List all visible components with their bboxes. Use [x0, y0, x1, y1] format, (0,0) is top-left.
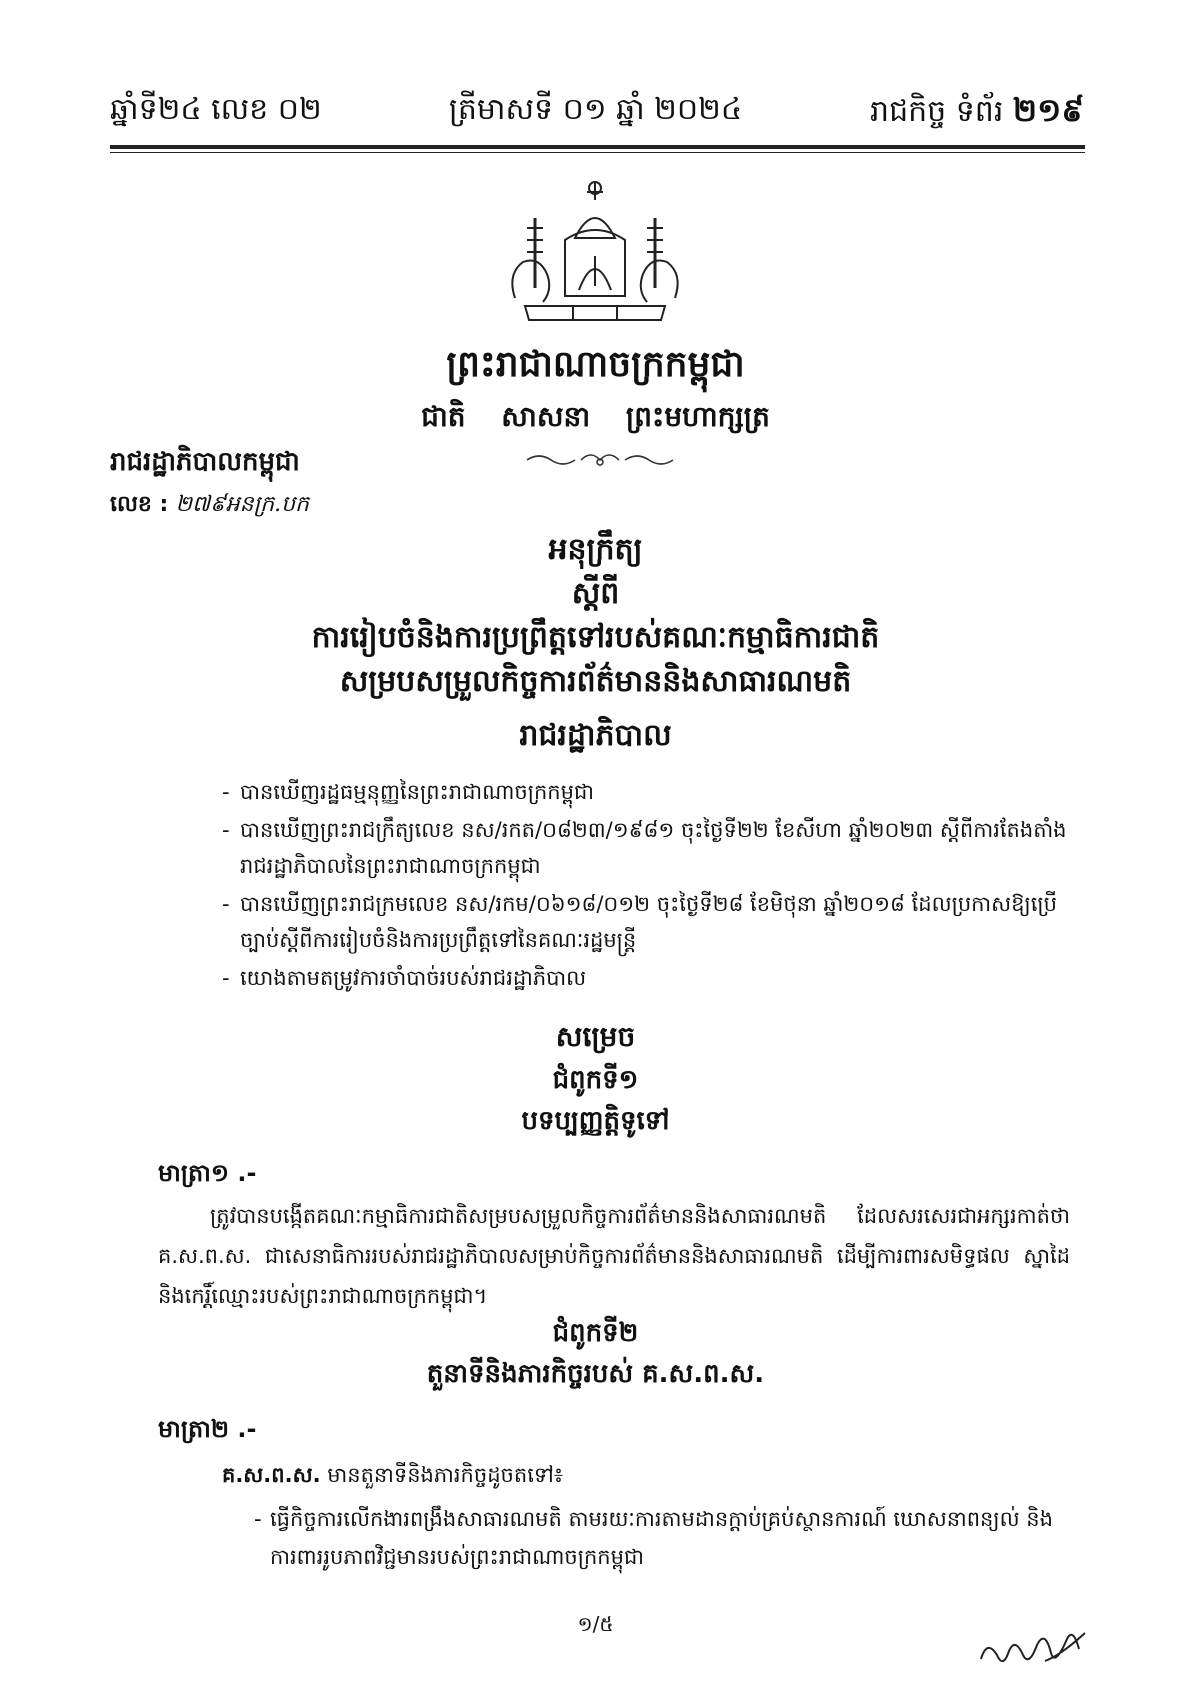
decree-number	[110, 490, 309, 520]
royal-coat-of-arms-icon	[495, 178, 695, 328]
authority-heading: រាជរដ្ឋាភិបាល	[519, 718, 672, 753]
article-2-item: - ធ្វើកិច្ចការលើកងារពង្រឹងសាធារណមតិ តាមរយៈការតាមដានក្តាប់គ្រប់ស្ថានការណ៍ ឃោសនាពន្យល់ និងការពាររូបភាពវិជ្ជមានរបស់ព្រះរាជាណាចក្រកម្ពុជា	[254, 1507, 1053, 1569]
article-2-intro	[222, 1458, 563, 1492]
document-type: អនុក្រឹត្យ	[548, 532, 643, 567]
page-number: ១/៥	[577, 1612, 614, 1636]
gazette-page-label: រាជកិច្ច ទំព័រ	[870, 94, 1004, 129]
title-line-1: ការរៀបចំនិងការប្រព្រឹត្តទៅរបស់គណៈកម្មាធិការជាតិ	[311, 620, 880, 655]
title-on: ស្តីពី	[571, 576, 620, 611]
chapter-2-title: តួនាទីនិងភារកិច្ចរបស់ គ.ស.ព.ស.	[426, 1359, 765, 1389]
preamble-item: - បានឃើញព្រះរាជក្រឹត្យលេខ នស/រកត/០៨២៣/១៩៨១ ចុះថ្ងៃទី២២ ខែសីហា ឆ្នាំ២០២៣ ស្តីពីការតែងតាំងរាជរដ្ឋាភិបាលនៃព្រះរាជាណាចក្រកម្ពុជា	[222, 818, 1067, 878]
gazette-issue: ឆ្នាំទី២៤ លេខ ០២	[110, 92, 322, 127]
kingdom-name: ព្រះរាជាណាចក្រកម្ពុជា	[446, 344, 745, 385]
chapter-2-number: ជំពូកទី២	[552, 1318, 639, 1348]
handwritten-signature-icon	[975, 1625, 1090, 1675]
gazette-quarter: ត្រីមាសទី ០១ ឆ្នាំ ២០២៤	[448, 92, 743, 127]
header-rule-thin	[110, 152, 1085, 153]
chapter-1-number: ជំពូកទី១	[552, 1065, 639, 1095]
title-line-2: សម្របសម្រួលកិច្ចការព័ត៌មាននិងសាធារណមតិ	[339, 664, 852, 699]
preamble-item: - យោងតាមតម្រូវការចាំបាច់របស់រាជរដ្ឋាភិបាល	[222, 966, 587, 990]
gazette-page	[870, 90, 1084, 132]
article-2-intro-text: មានតួនាទីនិងភារកិច្ចដូចតទៅ៖	[327, 1463, 564, 1487]
decision-heading: សម្រេច	[555, 1020, 636, 1053]
decree-number-label: លេខ :	[110, 492, 169, 517]
header-rule-thick	[110, 145, 1085, 149]
gazette-page-number: ២១៩	[1012, 91, 1084, 129]
national-motto: ជាតិ សាសនា ព្រះមហាក្សត្រ	[421, 400, 770, 433]
article-2-abbr: គ.ស.ព.ស.	[222, 1463, 321, 1487]
article-1-label: មាត្រា១ .-	[158, 1159, 257, 1187]
preamble-item: - បានឃើញព្រះរាជក្រមលេខ នស/រកម/០៦១៨/០១២ ចុះថ្ងៃទី២៨ ខែមិថុនា ឆ្នាំ២០១៨ ដែលប្រកាសឱ្យប្រើច្បាប់ស្តីពីការរៀបចំនិងការប្រព្រឹត្តទៅនៃគណៈរដ្ឋមន្ត្រី	[222, 892, 1057, 952]
chapter-1-title: បទប្បញ្ញត្តិទូទៅ	[521, 1106, 670, 1136]
article-1-text: ត្រូវបានបង្កើតគណៈកម្មាធិការជាតិសម្របសម្រួលកិច្ចការព័ត៌មាននិងសាធារណមតិ ដែលសរសេរជាអក្សរកាត់ថា គ.ស.ព.ស. ជាសេនាធិការរបស់រាជរដ្ឋាភិបាលសម្រាប់កិច្ចការព័ត៌មាននិងសាធារណមតិ ដើម្បីការពារសមិទ្ធផល ស្នាដៃ និងកេរ្តិ៍ឈ្មោះរបស់ព្រះរាជាណាចក្រកម្ពុជា។	[158, 1204, 1070, 1308]
issuing-government: រាជរដ្ឋាភិបាលកម្ពុជា	[110, 447, 300, 477]
decree-number-value: ២៧៩អនក្រ.បក	[175, 492, 310, 517]
preamble-item: - បានឃើញរដ្ឋធម្មនុញ្ញនៃព្រះរាជាណាចក្រកម្ពុជា	[222, 780, 594, 804]
article-2-label: មាត្រា២ .-	[158, 1415, 257, 1443]
ornamental-divider-icon	[525, 448, 675, 470]
